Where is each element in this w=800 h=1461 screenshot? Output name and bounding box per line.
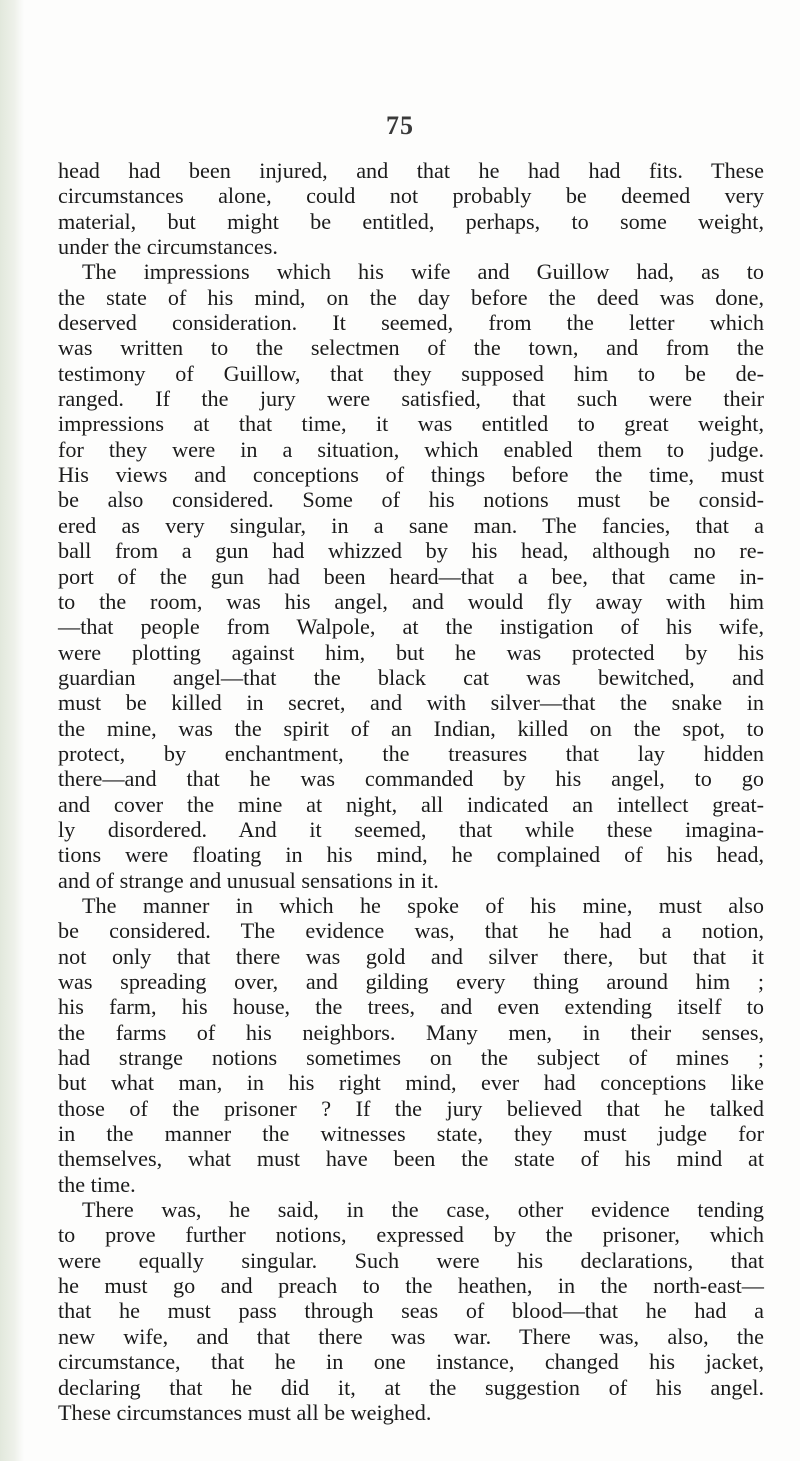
text-line: circumstance, that he in one instance, changed his jacket,	[58, 1349, 764, 1375]
text-line: was spreading over, and gilding every thing around him ;	[58, 969, 764, 994]
text-line: for they were in a situation, which enabled them to judge.	[58, 436, 764, 462]
text-line: there—and that he was commanded by his angel, to go	[58, 766, 764, 792]
text-line: and cover the mine at night, all indicated an intellect great-	[58, 791, 764, 817]
page-binding-edge	[0, 0, 24, 1461]
text-line: had strange notions sometimes on the subject of mines ;	[58, 1045, 764, 1071]
text-line: tions were floating in his mind, he complained of his head,	[58, 842, 764, 868]
text-line: These circumstances must all be weighed.	[58, 1399, 432, 1425]
page-number: 75	[386, 111, 414, 140]
text-line: ranged. If the jury were satisfied, that such were their	[58, 386, 764, 412]
text-line: —that people from Walpole, at the instigation of his wife,	[58, 614, 764, 640]
text-line: declaring that he did it, at the suggestion of his angel.	[58, 1374, 764, 1400]
text-line: must be killed in secret, and with silver—that the snake in	[58, 690, 764, 716]
text-line: under the circumstances.	[58, 234, 278, 260]
text-line: ered as very singular, in a sane man. The fancies, that a	[58, 512, 764, 538]
text-line: port of the gun had been heard—that a bee, that came in-	[58, 563, 764, 589]
text-line: were equally singular. Such were his declarations, that	[58, 1247, 764, 1273]
text-line: in the manner the witnesses state, they must judge for	[58, 1121, 764, 1147]
text-line: be also considered. Some of his notions must be consid-	[58, 487, 764, 513]
text-line: and of strange and unusual sensations in it.	[58, 867, 439, 893]
text-line: head had been injured, and that he had had fits. These	[58, 158, 764, 183]
text-line: circumstances alone, could not probably be deemed very	[58, 183, 764, 209]
text-line: was written to the selectmen of the town, and from the	[58, 335, 764, 361]
text-line: to prove further notions, expressed by the prisoner, which	[58, 1222, 764, 1248]
text-line: testimony of Guillow, that they supposed him to be de-	[58, 360, 764, 386]
text-line: The impressions which his wife and Guillow had, as to	[82, 259, 764, 285]
text-line: be considered. The evidence was, that he had a notion,	[58, 918, 764, 944]
text-line: but what man, in his right mind, ever had conceptions like	[58, 1070, 764, 1096]
text-line: impressions at that time, it was entitled to great weight,	[58, 411, 764, 437]
text-line: themselves, what must have been the state of his mind at	[58, 1146, 764, 1172]
text-line: The manner in which he spoke of his mine, must also	[82, 892, 764, 918]
text-line: were plotting against him, but he was protected by his	[58, 639, 764, 665]
text-line: protect, by enchantment, the treasures that lay hidden	[58, 740, 764, 766]
text-line: the time.	[58, 1171, 136, 1197]
text-line: his farm, his house, the trees, and even extending itself to	[58, 994, 764, 1020]
text-line: material, but might be entitled, perhaps, to some weight,	[58, 208, 764, 234]
text-line: There was, he said, in the case, other evidence tending	[82, 1197, 764, 1223]
text-line: guardian angel—that the black cat was bewitched, and	[58, 664, 764, 690]
text-line: the state of his mind, on the day before the deed was done,	[58, 284, 764, 310]
text-line: to the room, was his angel, and would fly away with him	[58, 588, 764, 614]
text-line: ball from a gun had whizzed by his head, although no re-	[58, 538, 764, 564]
text-line: the mine, was the spirit of an Indian, killed on the spot, to	[58, 715, 764, 741]
text-line: not only that there was gold and silver there, but that it	[58, 943, 764, 969]
body-text	[58, 158, 764, 1425]
text-line: ly disordered. And it seemed, that while these imagina-	[58, 816, 764, 842]
text-line: those of the prisoner ? If the jury believed that he talked	[58, 1095, 764, 1121]
text-line: that he must pass through seas of blood—that he had a	[58, 1298, 764, 1324]
text-line: he must go and preach to the heathen, in the north-east—	[58, 1273, 764, 1299]
text-line: deserved consideration. It seemed, from the letter which	[58, 310, 764, 336]
text-line: His views and conceptions of things before the time, must	[58, 462, 764, 488]
text-line: new wife, and that there was war. There was, also, the	[58, 1323, 764, 1349]
text-line: the farms of his neighbors. Many men, in their senses,	[58, 1019, 764, 1045]
